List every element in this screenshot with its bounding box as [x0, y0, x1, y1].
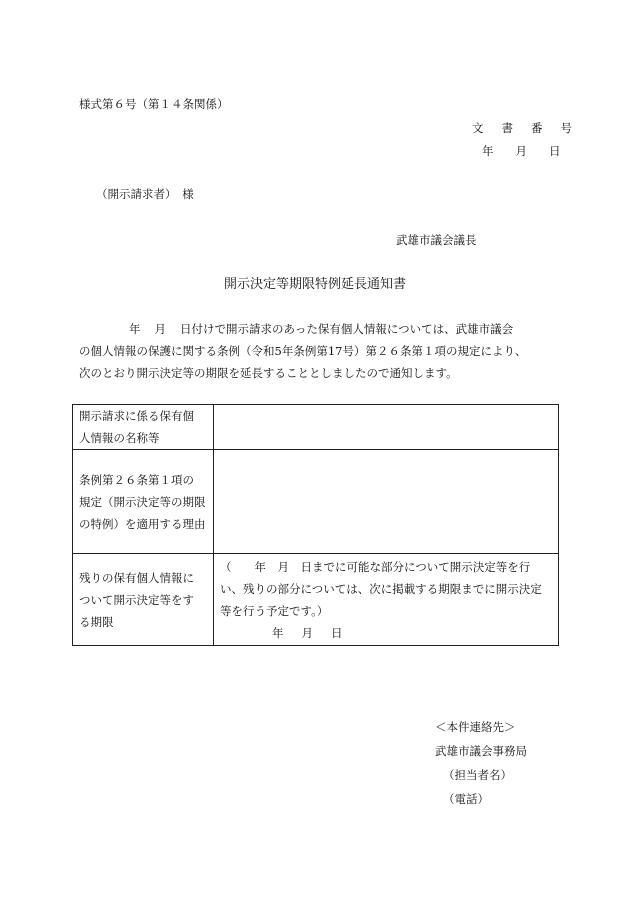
recipient: （開示請求者） 様 [96, 187, 194, 201]
table-row [73, 450, 559, 554]
info-table [72, 404, 559, 646]
notice-body [79, 318, 559, 384]
row-value-reason [214, 450, 559, 554]
body-month: 月 [154, 322, 166, 336]
contact-heading: ＜本件連絡先＞ [435, 720, 516, 734]
row-value-deadline: （ 年 月 日までに可能な部分について開示決定等を行 い、残りの部分については、次に掲載する期限までに開示決定 等を行う予定です。） 年 月 日 [214, 554, 559, 646]
body-line2: の個人情報の保護に関する条例（令和5年条例第17号）第２６条第１項の規定により、 [79, 344, 527, 358]
row-label-reason: 条例第２６条第１項の 規定（開示決定等の期限 の特例）を適用する理由 [73, 450, 214, 554]
doc-number-char: 号 [560, 121, 572, 135]
row-label-info-name: 開示請求に係る保有個 人情報の名称等 [73, 405, 214, 450]
row-label-deadline: 残りの保有個人情報に ついて開示決定等をす る期限 [73, 554, 214, 646]
date-month: 月 [515, 144, 527, 158]
body-year: 年 [129, 322, 141, 336]
date-year: 年 [482, 144, 494, 158]
doc-number-char: 書 [501, 121, 513, 135]
row-value-info-name [214, 405, 559, 450]
document-number-label [472, 120, 572, 136]
document-title: 開示決定等期限特例延長通知書 [223, 277, 406, 292]
contact-person: （担当者名） [443, 768, 512, 782]
table-row [73, 554, 559, 646]
contact-info [435, 715, 527, 811]
contact-phone: （電話） [443, 792, 489, 806]
date-day: 日 [549, 144, 561, 158]
form-number: 様式第６号（第１４条関係） [79, 97, 229, 111]
issue-date [482, 143, 561, 159]
table-row [73, 405, 559, 450]
body-line3: 次のとおり開示決定等の期限を延長することとしましたので通知します。 [79, 366, 458, 380]
issuer: 武雄市議会議長 [396, 233, 477, 247]
contact-office: 武雄市議会事務局 [435, 744, 527, 758]
doc-number-char: 文 [472, 121, 484, 135]
body-line1: 日付けで開示請求のあった保有個人情報については、武雄市議会 [180, 322, 514, 336]
doc-number-char: 番 [531, 121, 543, 135]
deadline-date: 年 月 日 [272, 625, 343, 640]
